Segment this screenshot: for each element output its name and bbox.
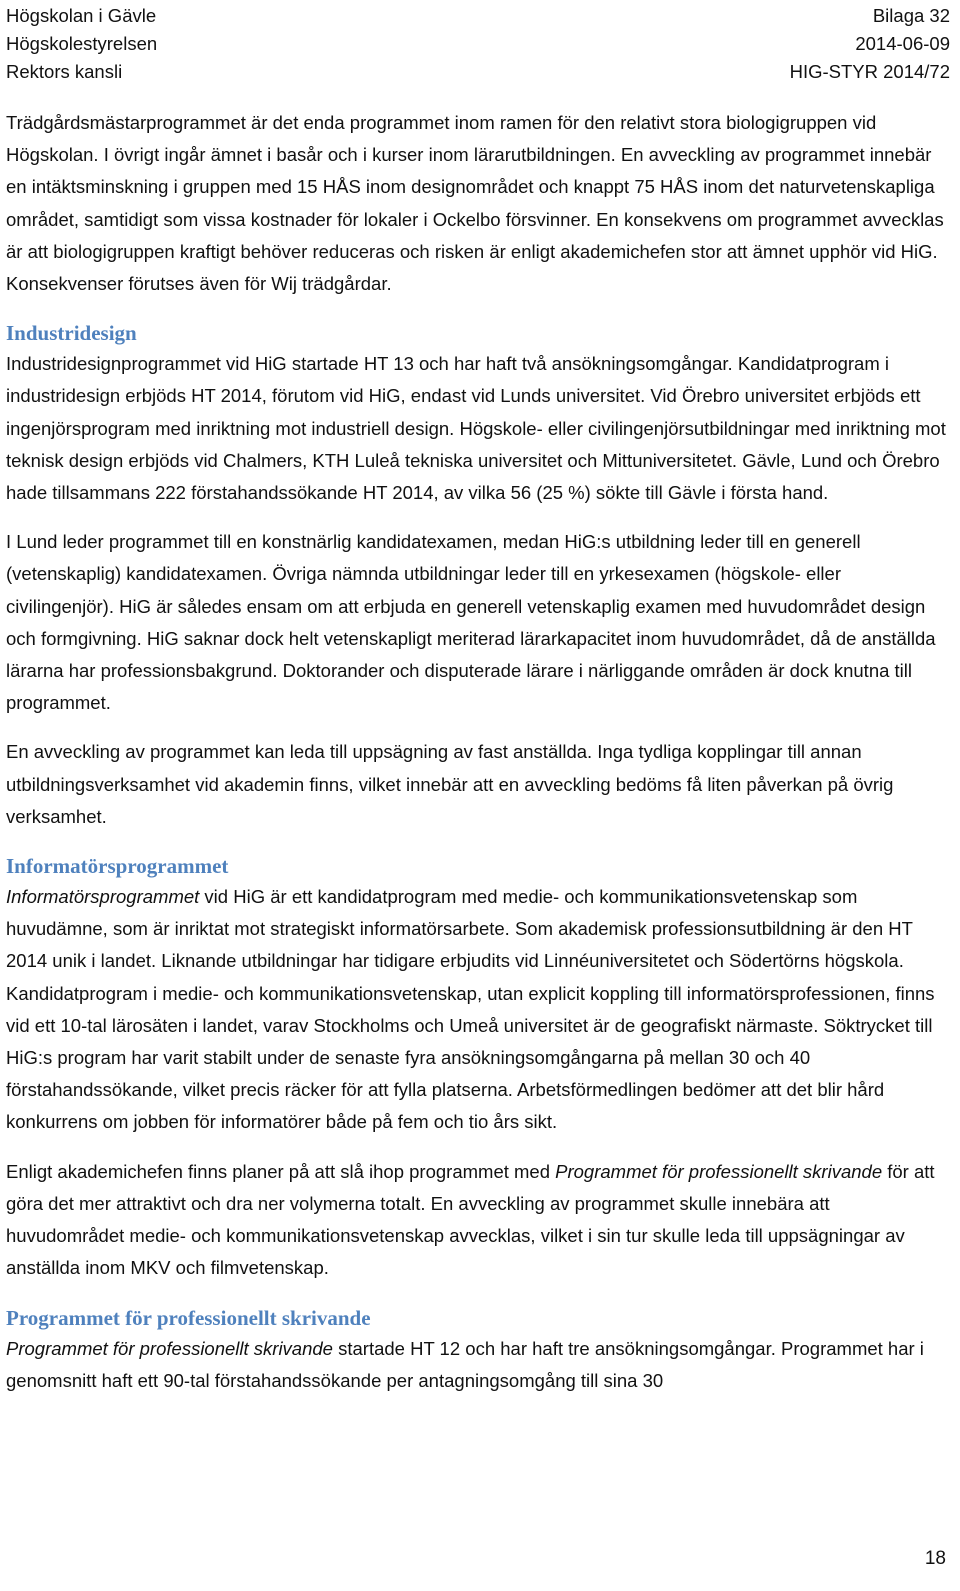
paragraph-informator-2-start: Enligt akademichefen finns planer på att slå ihop programmet med bbox=[6, 1160, 556, 1182]
program-name-italic: Programmet för professionellt skrivande bbox=[6, 1337, 333, 1359]
paragraph-tradgard: Trädgårdsmästarprogrammet är det enda programmet inom ramen för den relativt stora biologigruppen vid Högskolan. I övrigt ingår ämnet i basår och i kurser inom lärarutbildningen. En avveckling av programmet innebär en intäktsminskning i gruppen med 15 HÅS inom designområdet och knappt 75 HÅS inom det naturvetenskapliga området, samtidigt som vissa kostnader för lokaler i Ockelbo försvinner. En konsekvens om programmet avvecklas är att biologigruppen kraftigt behöver reduceras och risken är enligt akademichefen stor att ämnet upphör vid HiG. Konsekvenser förutses även för Wij trädgårdar. bbox=[6, 112, 944, 295]
header-reference: HIG-STYR 2014/72 bbox=[789, 61, 950, 82]
paragraph-industridesign-3: En avveckling av programmet kan leda till uppsägning av fast anställda. Inga tydliga kopplingar till annan utbildningsverksamhet vid akademin finns, vilket innebär att en avveckling bedöms få liten påverkan på övrig verksamhet. bbox=[6, 741, 894, 827]
header-date: 2014-06-09 bbox=[855, 33, 950, 54]
program-name-italic: Programmet för professionellt skrivande bbox=[555, 1160, 883, 1182]
heading-skrivande: Programmet för professionellt skrivande bbox=[6, 1305, 371, 1330]
document-body bbox=[6, 107, 950, 1414]
header-attachment: Bilaga 32 bbox=[872, 5, 950, 26]
paragraph-informator-2 bbox=[6, 1156, 950, 1285]
header-row-1 bbox=[6, 2, 950, 30]
heading-industridesign: Industridesign bbox=[6, 321, 137, 346]
paragraph-informator-2-text: för att göra det mer attraktivt och dra ner volymerna totalt. En avveckling av programmet skulle innebära att huvudområdet medie- och kommunikationsvetenskap avvecklas, vilket i sin tur skulle leda till uppsägningar av anställda inom MKV och filmvetenskap. bbox=[6, 1160, 935, 1279]
header-board: Högskolestyrelsen bbox=[6, 33, 158, 54]
paragraph-industridesign-1: Industridesignprogrammet vid HiG startade HT 13 och har haft två ansökningsomgångar. Kandidatprogram i industridesign erbjöds HT 2014, förutom vid HiG, endast vid Lunds universitet. Vid Örebro universitet erbjöds ett ingenjörsprogram med inriktning mot industriell design. Högskole- eller civilingenjörsutbildningar med inriktning mot teknisk design erbjöds vid Chalmers, KTH Luleå tekniska universitet och Mittuniversitetet. Gävle, Lund och Örebro hade tillsammans 222 förstahandssökande HT 2014, av vilka 56 (25 %) sökte till Gävle i första hand. bbox=[6, 353, 946, 504]
paragraph-skrivande-1-text: startade HT 12 och har haft tre ansökningsomgångar. Programmet har i genomsnitt haft ett 90-tal förstahandssökande per antagningsomgång till sina 30 bbox=[6, 1337, 924, 1391]
header-office: Rektors kansli bbox=[6, 61, 123, 82]
paragraph-skrivande-1 bbox=[6, 1333, 950, 1397]
paragraph-informator-1-text: vid HiG är ett kandidatprogram med medie- och kommunikationsvetenskap som huvudämne, som är inriktat mot strategiskt informatörsarbete. Som akademisk professionsutbildning är den HT 2014 unik i landet. Liknande utbildningar har tidigare erbjudits vid Linnéuniversitetet och Södertörns högskola. Kandidatprogram i medie- och kommunikationsvetenskap, utan explicit koppling till informatörsprofessionen, finns vid ett 10-tal lärosäten i landet, varav Stockholms och Umeå universitet är de geografiskt närmaste. Söktrycket till HiG:s program har varit stabilt under de senaste fyra ansökningsomgångarna på mellan 30 och 40 förstahandssökande, vilket precis räcker för att fylla platserna. Arbetsförmedlingen bedömer att det blir hård konkurrens om jobben för informatörer både på fem och tio års sikt. bbox=[6, 886, 935, 1133]
header-row-2 bbox=[6, 30, 950, 58]
paragraph-industridesign-2: I Lund leder programmet till en konstnärlig kandidatexamen, medan HiG:s utbildning leder till en generell (vetenskaplig) kandidatexamen. Övriga nämnda utbildningar leder till en yrkesexamen (högskole- eller civilingenjör). HiG är således ensam om att erbjuda en generell vetenskaplig examen med huvudområdet design och formgivning. HiG saknar dock helt vetenskapligt meriterad lärarkapacitet inom huvudområdet, då de anställda lärarna har professionsbakgrund. Doktorander och disputerade lärare i närliggande områden är dock knutna till programmet. bbox=[6, 531, 936, 714]
page-number: 18 bbox=[924, 1548, 946, 1569]
heading-informator: Informatörsprogrammet bbox=[6, 854, 229, 879]
page-header bbox=[6, 2, 950, 86]
paragraph-informator-1 bbox=[6, 881, 950, 1139]
header-row-3 bbox=[6, 58, 950, 86]
header-institution: Högskolan i Gävle bbox=[6, 5, 157, 26]
program-name-italic: Informatörsprogrammet bbox=[6, 886, 200, 908]
